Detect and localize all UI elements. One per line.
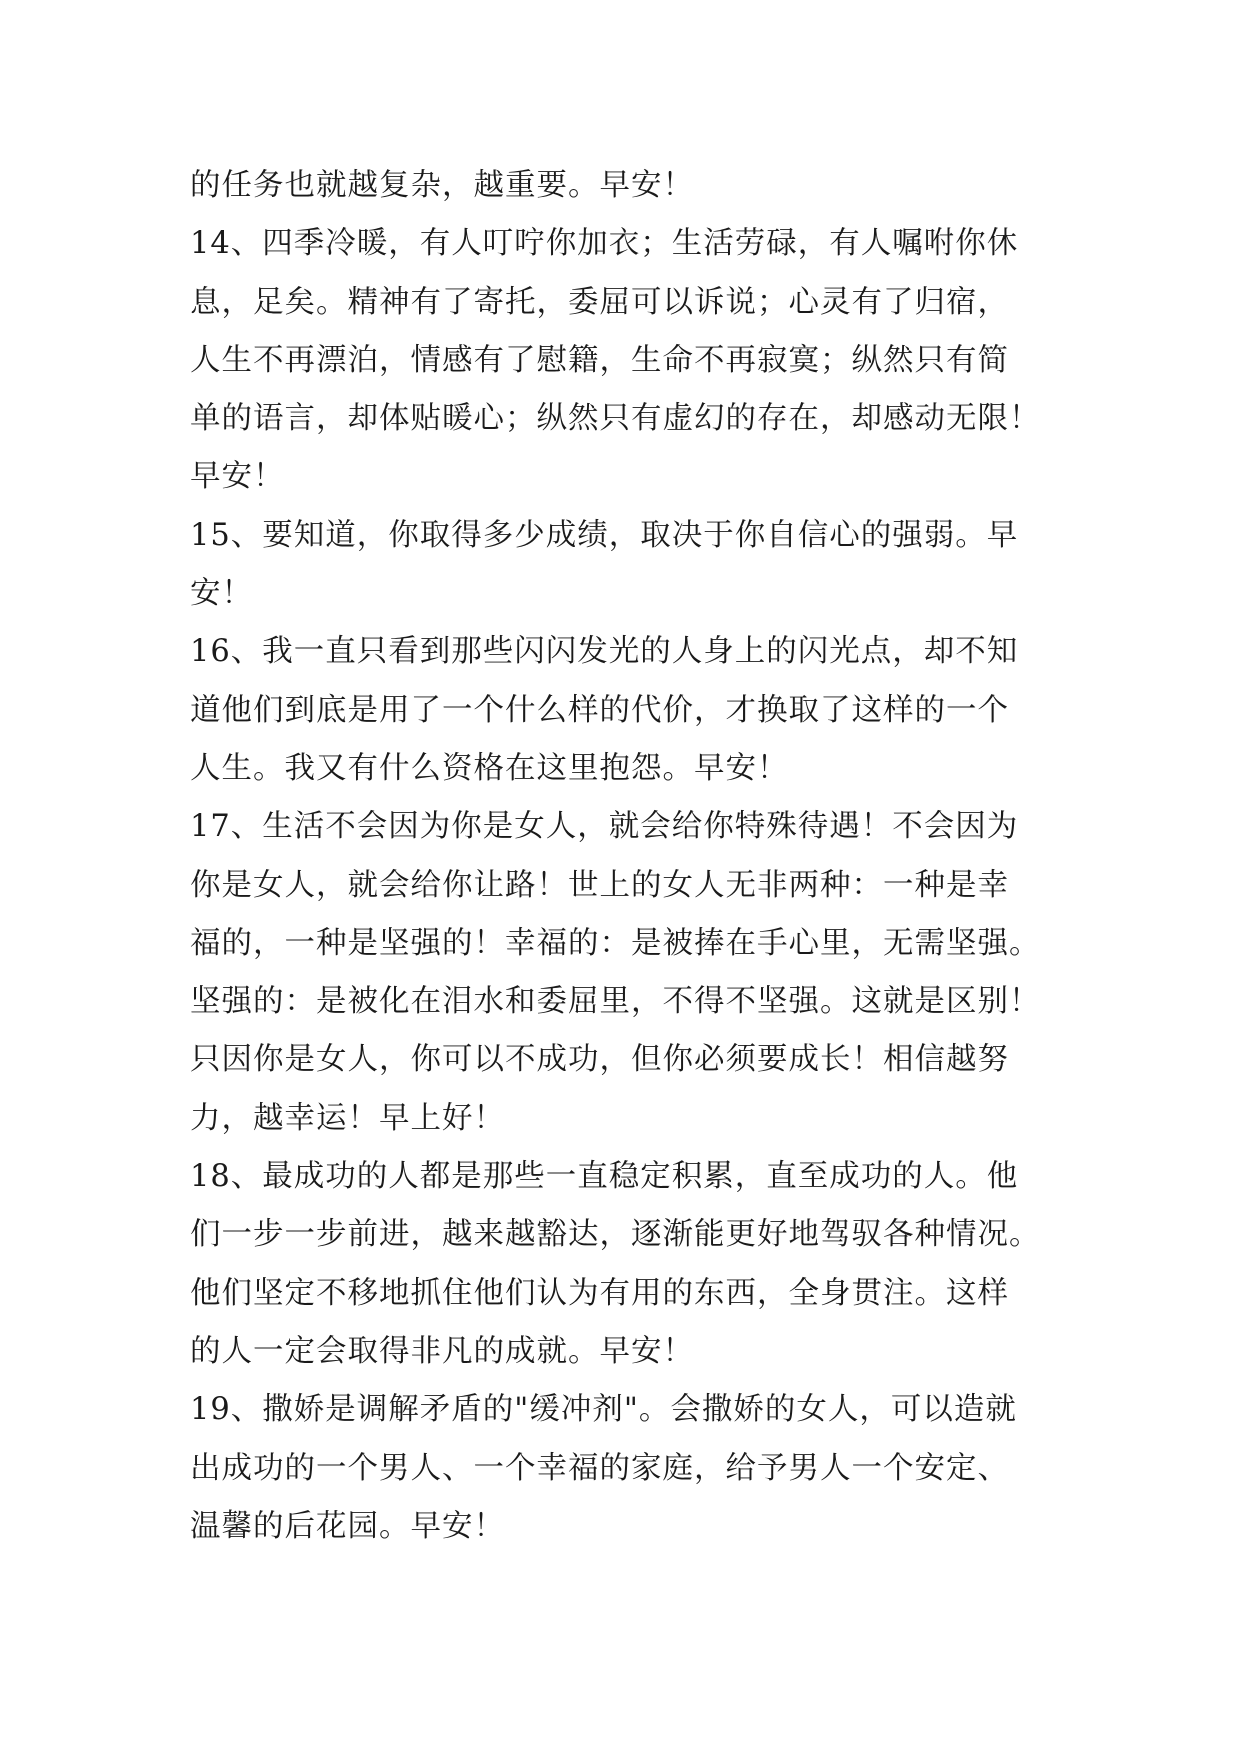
text-line: 出成功的一个男人、一个幸福的家庭，给予男人一个安定、 — [190, 1450, 1009, 1486]
text-line: 的人一定会取得非凡的成就。早安！ — [190, 1333, 694, 1369]
text-line: 道他们到底是用了一个什么样的代价，才换取了这样的一个 — [190, 692, 1009, 728]
text-line: 人生不再漂泊，情感有了慰籍，生命不再寂寞；纵然只有简 — [190, 342, 1009, 378]
text-line: 力，越幸运！早上好！ — [190, 1100, 505, 1136]
text-line: 的任务也就越复杂，越重要。早安！ — [190, 168, 694, 203]
text-line: 16、我一直只看到那些闪闪发光的人身上的闪光点，却不知 — [190, 634, 1019, 670]
text-line: 息，足矣。精神有了寄托，委屈可以诉说；心灵有了归宿， — [190, 284, 1009, 320]
text-line: 17、生活不会因为你是女人，就会给你特殊待遇！不会因为 — [190, 809, 1019, 845]
text-line: 18、最成功的人都是那些一直稳定积累，直至成功的人。他 — [190, 1159, 1019, 1195]
text-line: 人生。我又有什么资格在这里抱怨。早安！ — [190, 750, 789, 786]
text-line: 单的语言，却体贴暖心；纵然只有虚幻的存在，却感动无限！ — [190, 401, 1041, 437]
text-line: 们一步一步前进，越来越豁达，逐渐能更好地驾驭各种情况。 — [190, 1217, 1041, 1253]
document-body — [190, 157, 1070, 1556]
text-line: 19、撒娇是调解矛盾的"缓冲剂"。会撒娇的女人，可以造就 — [190, 1392, 1017, 1428]
text-line: 坚强的：是被化在泪水和委屈里，不得不坚强。这就是区别！ — [190, 984, 1041, 1020]
text-line: 你是女人，就会给你让路！世上的女人无非两种：一种是幸 — [190, 867, 1009, 903]
text-line: 安！ — [190, 576, 253, 612]
text-line: 他们坚定不移地抓住他们认为有用的东西，全身贯注。这样 — [190, 1275, 1009, 1311]
text-line: 15、要知道，你取得多少成绩，取决于你自信心的强弱。早 — [190, 517, 1019, 553]
text-line: 14、四季冷暖，有人叮咛你加衣；生活劳碌，有人嘱咐你休 — [190, 226, 1019, 262]
text-line: 福的，一种是坚强的！幸福的：是被捧在手心里，无需坚强。 — [190, 925, 1041, 961]
text-line: 早安！ — [190, 459, 285, 495]
text-line: 只因你是女人，你可以不成功，但你必须要成长！相信越努 — [190, 1042, 1009, 1078]
text-line: 温馨的后花园。早安！ — [190, 1508, 505, 1544]
